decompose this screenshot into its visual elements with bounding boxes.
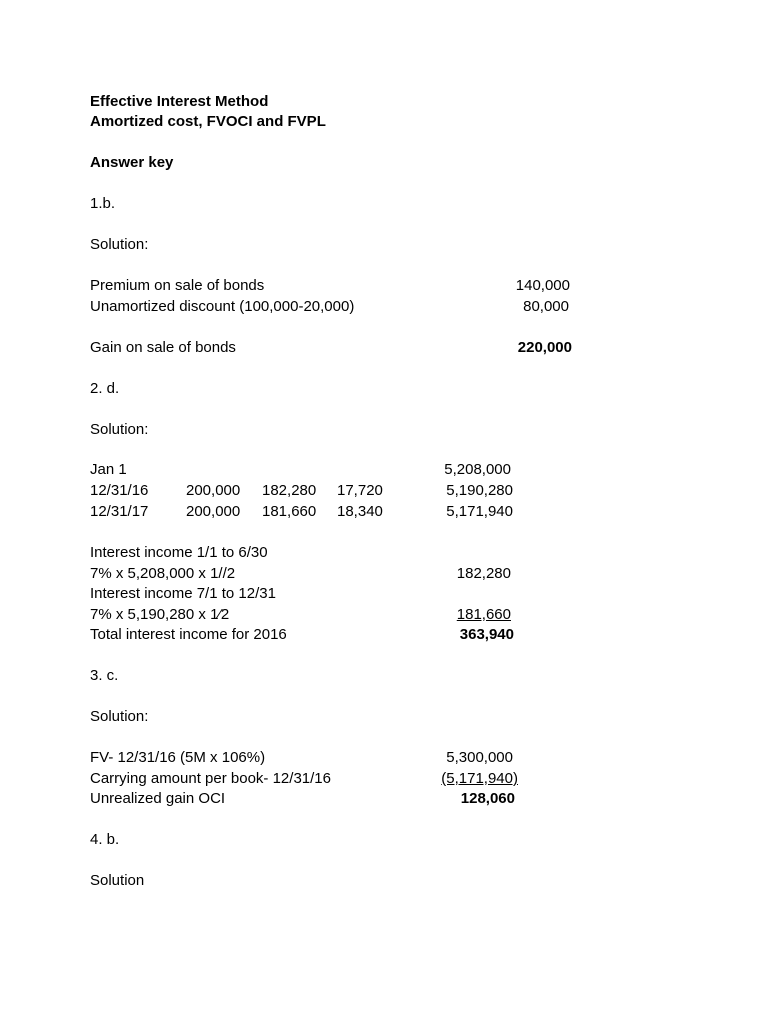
schedule-amortization: 17,720 xyxy=(337,482,383,499)
schedule-balance: 5,190,280 xyxy=(446,482,513,499)
interest-line4-label: 7% x 5,190,280 x 1⁄2 xyxy=(90,606,230,623)
q3-row-value: (5,171,940) xyxy=(441,770,518,787)
schedule-date: 12/31/17 xyxy=(90,503,149,520)
q4-answer: 4. b. xyxy=(90,831,120,848)
q3-row-value: 5,300,000 xyxy=(446,749,513,766)
schedule-balance: 5,208,000 xyxy=(444,461,511,478)
q4-solution-label: Solution xyxy=(90,872,145,889)
q1-row-label: Premium on sale of bonds xyxy=(90,277,265,294)
schedule-date: 12/31/16 xyxy=(90,482,149,499)
interest-total-value: 363,940 xyxy=(459,626,514,643)
q3-solution-label: Solution: xyxy=(90,708,149,725)
document-title-line1: Effective Interest Method xyxy=(90,93,269,110)
q3-row-label: FV- 12/31/16 (5M x 106%) xyxy=(90,749,266,766)
q2-answer: 2. d. xyxy=(90,380,120,397)
interest-line1: Interest income 1/1 to 6/30 xyxy=(90,544,268,561)
q1-total-value: 220,000 xyxy=(517,339,572,356)
q3-answer: 3. c. xyxy=(90,667,119,684)
answer-key-heading: Answer key xyxy=(90,154,174,171)
interest-line4-value: 181,660 xyxy=(456,606,511,623)
q1-total-label: Gain on sale of bonds xyxy=(90,339,236,356)
q1-row-value: 80,000 xyxy=(523,298,569,315)
q2-solution-label: Solution: xyxy=(90,421,149,438)
q1-answer: 1.b. xyxy=(90,195,116,212)
q3-total-value: 128,060 xyxy=(460,790,515,807)
interest-total-label: Total interest income for 2016 xyxy=(90,626,287,643)
interest-line3: Interest income 7/1 to 12/31 xyxy=(90,585,276,602)
q3-total-label: Unrealized gain OCI xyxy=(90,790,226,807)
q1-row-label: Unamortized discount (100,000-20,000) xyxy=(90,298,355,315)
interest-line2-label: 7% x 5,208,000 x 1//2 xyxy=(90,565,236,582)
schedule-balance: 5,171,940 xyxy=(446,503,513,520)
schedule-cash-interest: 200,000 xyxy=(186,503,241,520)
q1-solution-label: Solution: xyxy=(90,236,149,253)
interest-line2-value: 182,280 xyxy=(456,565,511,582)
schedule-date: Jan 1 xyxy=(90,461,127,478)
q3-row-label: Carrying amount per book- 12/31/16 xyxy=(90,770,331,787)
schedule-interest-income: 182,280 xyxy=(262,482,317,499)
schedule-amortization: 18,340 xyxy=(337,503,383,520)
schedule-interest-income: 181,660 xyxy=(262,503,317,520)
schedule-cash-interest: 200,000 xyxy=(186,482,241,499)
document-title-line2: Amortized cost, FVOCI and FVPL xyxy=(90,113,326,130)
q1-row-value: 140,000 xyxy=(515,277,570,294)
